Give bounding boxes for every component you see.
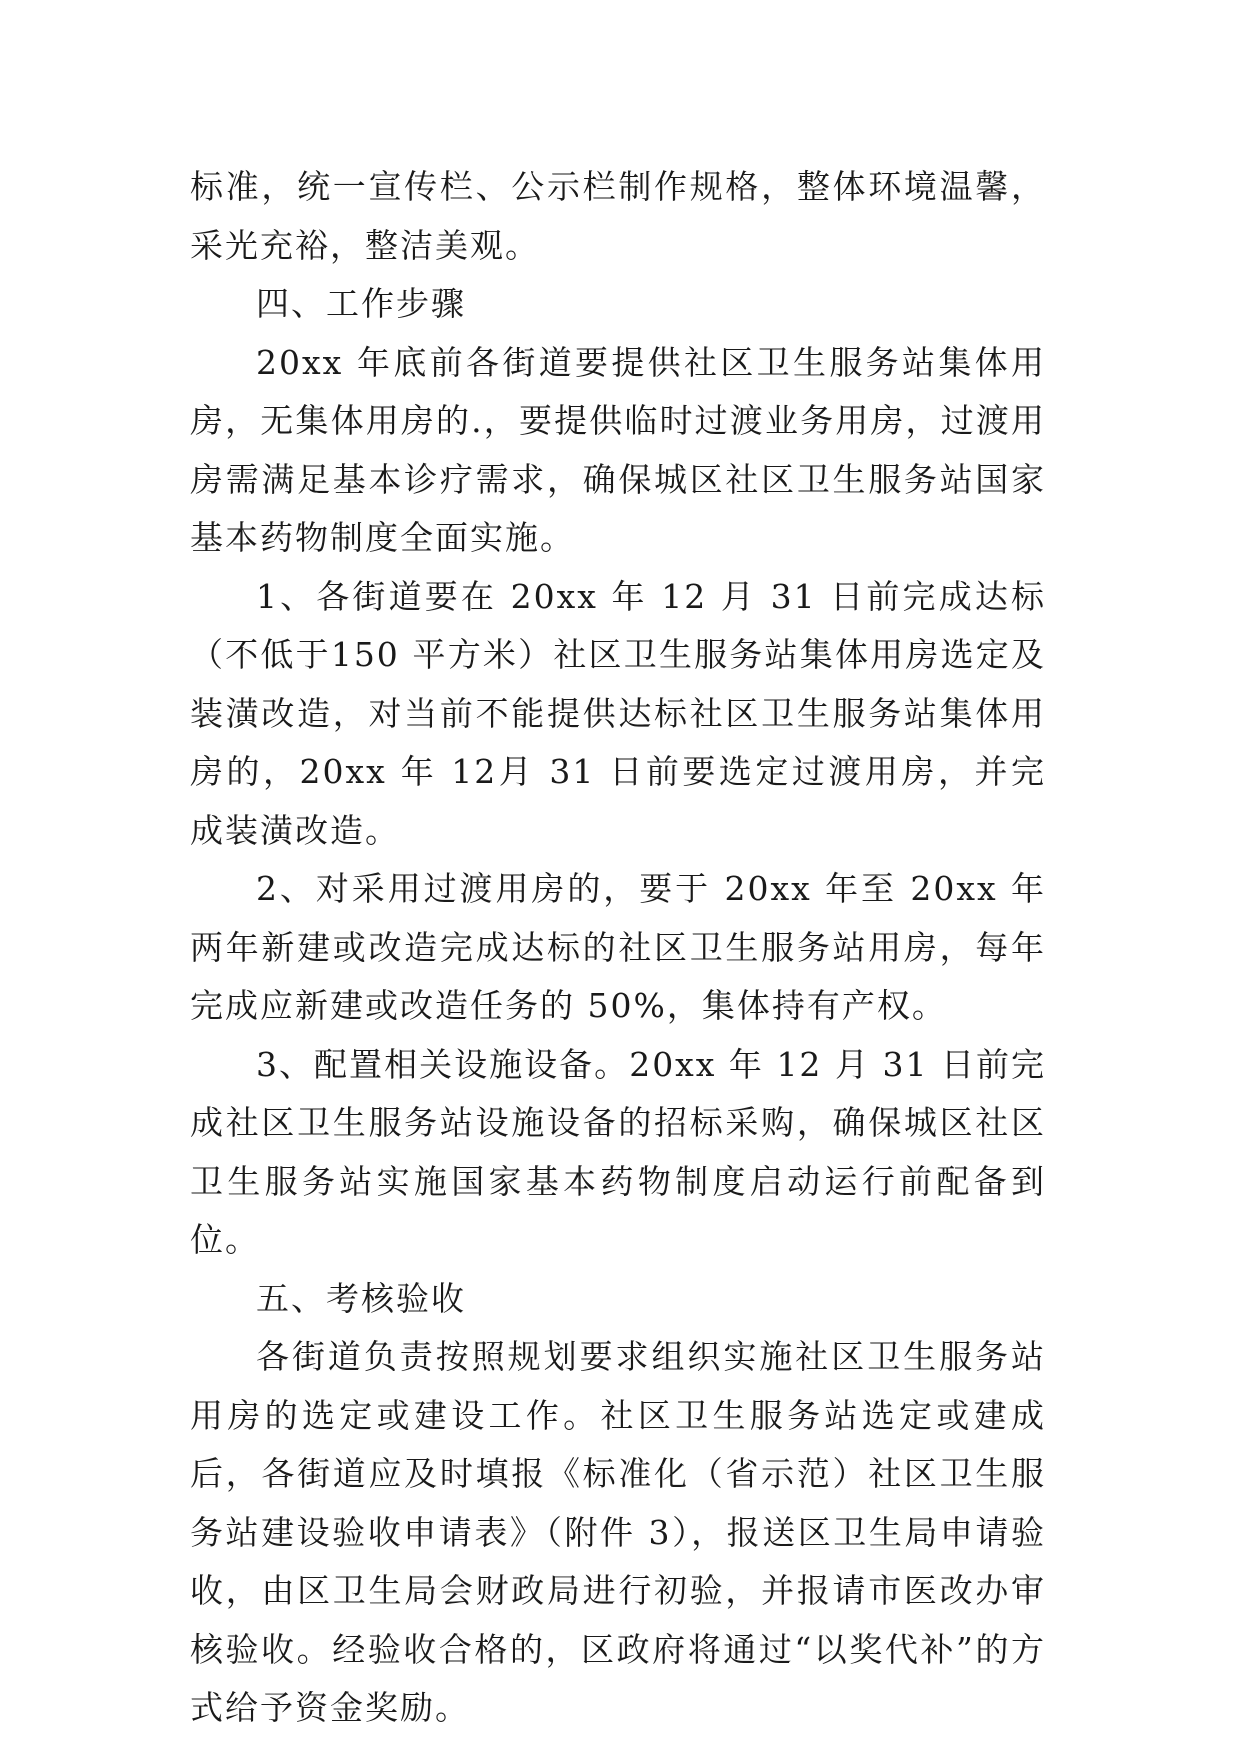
paragraph-step-2: 2、对采用过渡用房的，要于 20xx 年至 20xx 年两年新建或改造完成达标的社区卫生服务站用房，每年完成应新建或改造任务的 50%，集体持有产权。 — [190, 869, 1046, 1025]
section-heading-acceptance: 五、考核验收 — [256, 1278, 466, 1318]
paragraph-step-1: 1、各街道要在 20xx 年 12 月 31 日前完成达标（不低于150 平方米）社区卫生服务站集体用房选定及装潢改造，对当前不能提供达标社区卫生服务站集体用房的，20xx 年 12月 31 日前要选定过渡用房，并完成装潢改造。 — [190, 576, 1046, 850]
document-body — [190, 158, 1046, 1738]
paragraph-acceptance: 各街道负责按照规划要求组织实施社区卫生服务站用房的选定或建设工作。社区卫生服务站选定或建成后，各街道应及时填报《标准化（省示范）社区卫生服务站建设验收申请表》（附件 3），报送区卫生局申请验收，由区卫生局会财政局进行初验，并报请市医改办审核验收。经验收合格的，区政府将通过“以奖代补”的方式给予资金奖励。 — [190, 1337, 1046, 1727]
section-heading-work-steps: 四、工作步骤 — [256, 284, 466, 323]
paragraph-step-3: 3、配置相关设施设备。20xx 年 12 月 31 日前完成社区卫生服务站设施设备的招标采购，确保城区社区卫生服务站实施国家基本药物制度启动运行前配备到位。 — [190, 1044, 1046, 1259]
paragraph-continuation: 标准，统一宣传栏、公示栏制作规格，整体环境温馨，采光充裕，整洁美观。 — [190, 167, 1046, 265]
paragraph-intro-steps: 20xx 年底前各街道要提供社区卫生服务站集体用房，无集体用房的.，要提供临时过渡业务用房，过渡用房需满足基本诊疗需求，确保城区社区卫生服务站国家基本药物制度全面实施。 — [190, 342, 1046, 557]
